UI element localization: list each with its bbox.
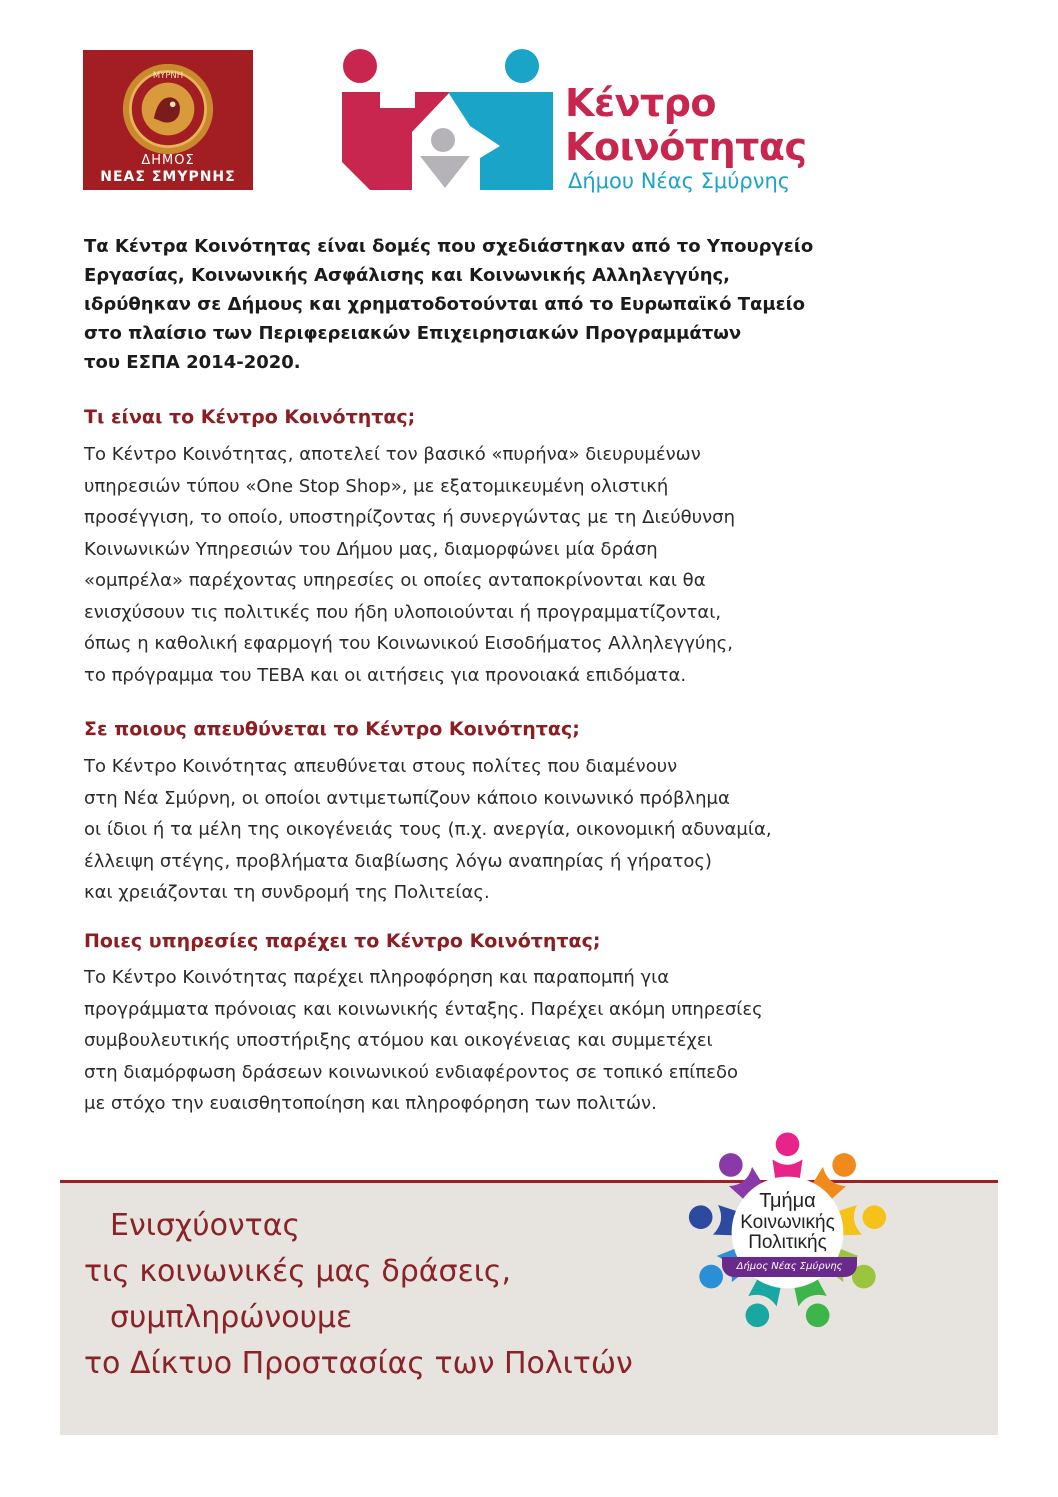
body-line: έλλειψη στέγης, προβλήματα διαβίωσης λόγω αναπηρίας ή γήρατος)	[84, 850, 712, 872]
section-heading-what-is: Τι είναι το Κέντρο Κοινότητας;	[84, 406, 416, 428]
center-title-line1: Κέντρο	[565, 81, 717, 125]
section-body-services	[84, 962, 964, 1120]
intro-line: στο πλαίσιο των Περιφερειακών Επιχειρησιακών Προγραμμάτων	[84, 323, 742, 344]
center-title-line2: Κοινότητας	[565, 125, 807, 169]
body-line: με στόχο την ευαισθητοποίηση και πληροφόρηση των πολιτών.	[84, 1093, 657, 1114]
body-line: Το Κέντρο Κοινότητας, αποτελεί τον βασικό «πυρήνα» διευρυμένων	[84, 444, 701, 465]
slogan-line: το Δίκτυο Προστασίας των Πολιτών	[84, 1346, 633, 1381]
section-heading-who-for: Σε ποιους απευθύνεται το Κέντρο Κοινότητας;	[84, 718, 580, 740]
section-body-who-for	[84, 751, 964, 909]
intro-paragraph	[84, 232, 954, 377]
body-line: προγράμματα πρόνοιας και κοινωνικής ένταξης. Παρέχει ακόμη υπηρεσίες	[84, 998, 763, 1020]
body-line: και χρειάζονται τη συνδρομή της Πολιτείας.	[84, 882, 490, 903]
body-line: συμβουλευτικής υποστήριξης ατόμου και οικογένειας και συμμετέχει	[84, 1030, 713, 1051]
section-body-what-is	[84, 439, 964, 691]
community-center-logo	[340, 48, 870, 198]
slogan-line: τις κοινωνικές μας δράσεις,	[84, 1254, 512, 1289]
family-figures-icon	[340, 48, 555, 193]
body-line: προσέγγιση, το οποίο, υποστηρίζοντας ή συνεργώντας με τη Διεύθυνση	[84, 507, 735, 528]
center-subtitle: Δήμου Νέας Σμύρνης	[568, 169, 791, 193]
municipal-name-line2: ΝΕΑΣ ΣΜΥΡΝΗΣ	[100, 169, 236, 185]
body-line: Το Κέντρο Κοινότητας απευθύνεται στους πολίτες που διαμένουν	[84, 756, 678, 777]
dept-name-line1: Τμήμα	[759, 1190, 816, 1212]
intro-line: Εργασίας, Κοινωνικής Ασφάλισης και Κοινωνικής Αλληλεγγύης,	[84, 265, 731, 286]
intro-line: Τα Κέντρα Κοινότητας είναι δομές που σχεδιάστηκαν από το Υπουργείο	[84, 236, 814, 257]
body-line: στη διαμόρφωση δράσεων κοινωνικού ενδιαφέροντος σε τοπικό επίπεδο	[84, 1061, 738, 1083]
intro-line: του ΕΣΠΑ 2014-2020.	[84, 352, 301, 373]
body-line: Το Κέντρο Κοινότητας παρέχει πληροφόρηση και παραπομπή για	[84, 967, 670, 988]
body-line: «ομπρέλα» παρέχοντας υπηρεσίες οι οποίες ανταποκρίνονται και θα	[84, 570, 706, 591]
dept-name-line3: Πολιτικής	[748, 1232, 827, 1253]
dept-name-line2: Κοινωνικής	[740, 1212, 835, 1233]
body-line: ενισχύσουν τις πολιτικές που ήδη υλοποιούνται ή προγραμματίζονται,	[84, 601, 722, 623]
seal-text: ΜΥΡΝΗ	[152, 69, 184, 80]
municipal-name-line1: ΔΗΜΟΣ	[141, 153, 195, 168]
body-line: Κοινωνικών Υπηρεσιών του Δήμου μας, διαμορφώνει μία δράση	[84, 538, 658, 560]
slogan-line: Ενισχύοντας	[110, 1208, 301, 1243]
body-line: οι ίδιοι ή τα μέλη της οικογένειάς τους (π.χ. ανεργία, οικονομική αδυναμία,	[84, 819, 772, 840]
slogan-line: συμπληρώνουμε	[110, 1300, 353, 1335]
intro-line: ιδρύθηκαν σε Δήμους και χρηματοδοτούνται από το Ευρωπαϊκό Ταμείο	[84, 294, 806, 315]
body-line: στη Νέα Σμύρνη, οι οποίοι αντιμετωπίζουν κάποιο κοινωνικό πρόβλημα	[84, 787, 730, 809]
body-line: το πρόγραμμα του ΤΕΒΑ και οι αιτήσεις για προνοιακά επιδόματα.	[84, 664, 687, 686]
body-line: όπως η καθολική εφαρμογή του Κοινωνικού Εισοδήματος Αλληλεγγύης,	[84, 633, 733, 654]
municipal-seal-icon	[121, 62, 215, 156]
dept-banner: Δήμος Νέας Σμύρνης	[722, 1257, 857, 1277]
section-heading-services: Ποιες υπηρεσίες παρέχει το Κέντρο Κοινότητας;	[84, 930, 601, 952]
body-line: υπηρεσιών τύπου «One Stop Shop», με εξατομικευμένη ολιστική	[84, 475, 669, 497]
municipal-logo	[83, 50, 253, 190]
